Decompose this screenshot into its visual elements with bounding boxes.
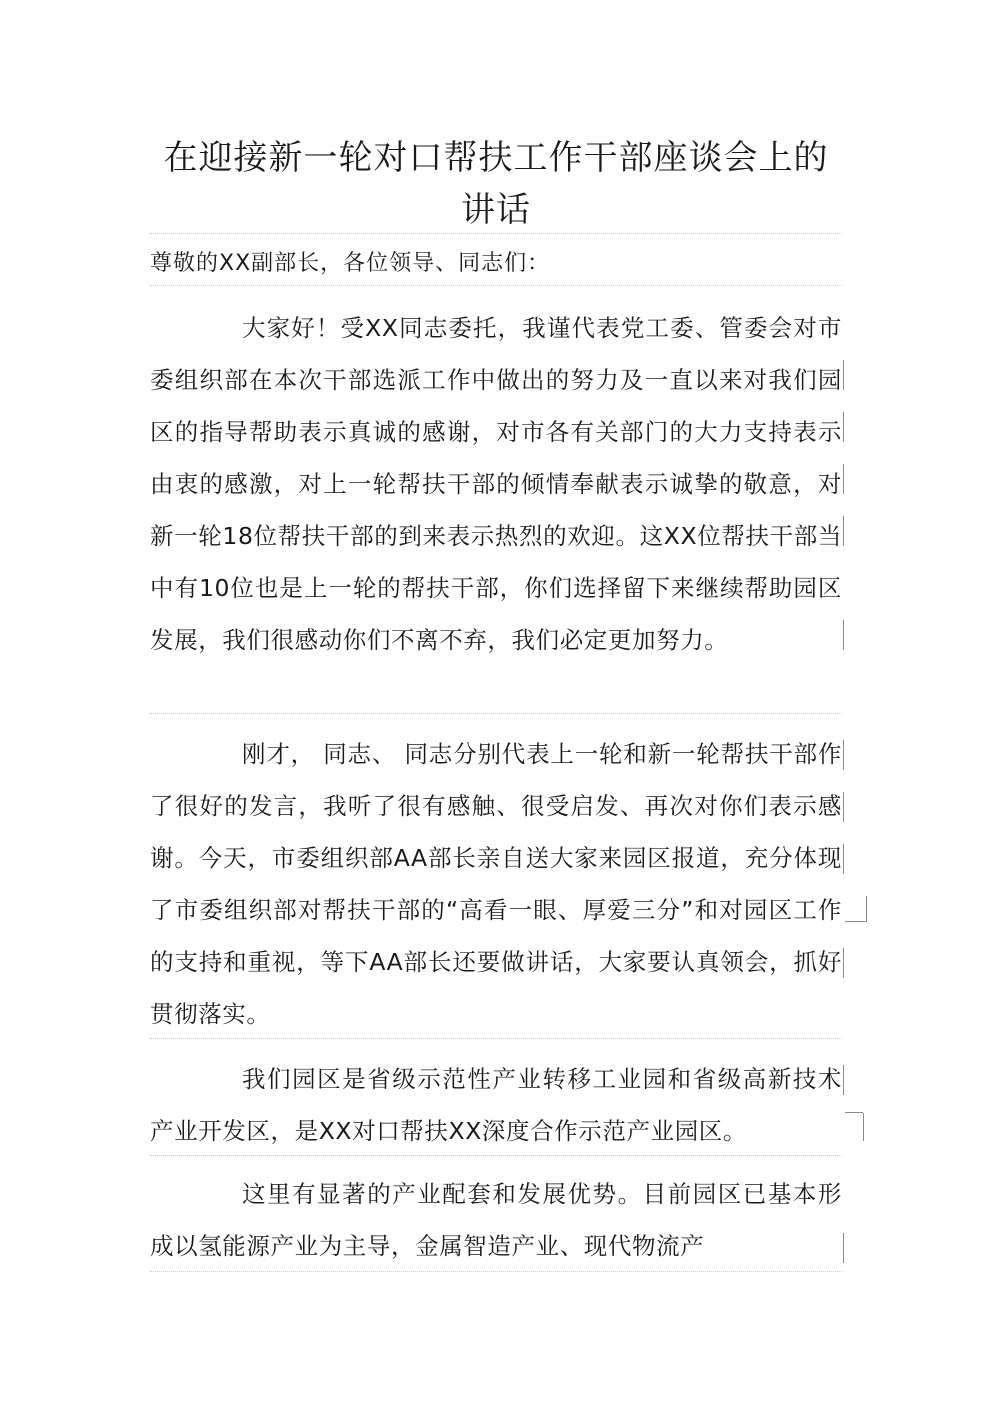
divider: [150, 1038, 842, 1039]
divider: [150, 1271, 842, 1272]
paragraph: 大家好！受XX同志委托，我谨代表党工委、管委会对市委组织部在本次干部选派工作中做出的努力及一直以来对我们园区的指导帮助表示真诚的感谢，对市各有关部门的大力支持表示由衷的感激，对上一轮帮扶干部的倾情奉献表示诚挚的敬意，对新一轮18位帮扶干部的到来表示热烈的欢迎。这XX位帮扶干部当中有10位也是上一轮的帮扶干部，你们选择留下来继续帮助园区发展，我们很感动你们不离不弃，我们必定更加努力。: [150, 314, 842, 654]
text-boundary-mark: [843, 1233, 844, 1263]
text-boundary-mark: [845, 921, 867, 922]
paragraph: 我们园区是省级示范性产业转移工业园和省级高新技术产业开发区，是XX对口帮扶XX深度合作示范产业园区。: [150, 1065, 842, 1145]
text-boundary-mark: [843, 844, 844, 874]
text-boundary-mark: [843, 516, 844, 546]
text-boundary-mark: [843, 1065, 844, 1095]
text-boundary-mark: [843, 620, 844, 650]
text-boundary-mark: [843, 792, 844, 822]
text-boundary-mark: [845, 1112, 863, 1113]
divider: [150, 285, 842, 286]
document-title: 在迎接新一轮对口帮扶工作干部座谈会上的讲话: [163, 138, 829, 230]
text-boundary-mark: [843, 464, 844, 494]
text-boundary-mark: [866, 896, 867, 922]
text-boundary-mark: [863, 1113, 864, 1141]
divider: [150, 713, 842, 714]
text-boundary-mark: [843, 740, 844, 770]
divider: [150, 1155, 842, 1156]
text-boundary-mark: [843, 412, 844, 442]
paragraph: 刚才， 同志、 同志分别代表上一轮和新一轮帮扶干部作了很好的发言，我听了很有感触、很受启发、再次对你们表示感谢。今天，市委组织部AA部长亲自送大家来园区报道，充分体现了市委组织部对帮扶干部的“高看一眼、厚爱三分”和对园区工作的支持和重视，等下AA部长还要做讲话，大家要认真领会，抓好贯彻落实。: [150, 740, 842, 1028]
divider: [150, 233, 842, 234]
greeting: 尊敬的XX副部长，各位领导、同志们：: [150, 251, 551, 276]
text-boundary-mark: [843, 948, 844, 978]
paragraph: 这里有显著的产业配套和发展优势。目前园区已基本形成以氢能源产业为主导，金属智造产业、现代物流产: [150, 1180, 842, 1260]
text-boundary-mark: [843, 360, 844, 390]
